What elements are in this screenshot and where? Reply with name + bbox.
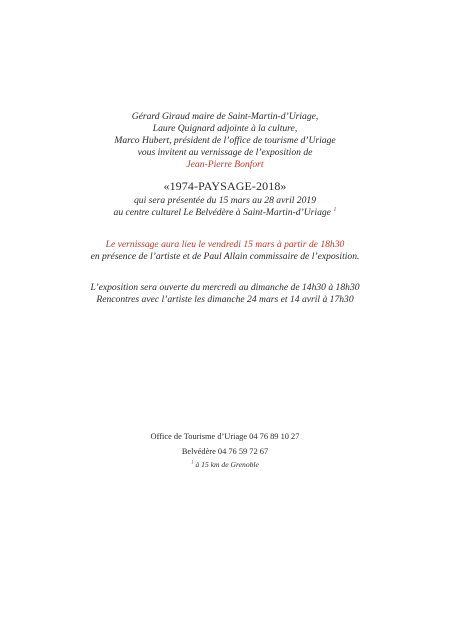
vernissage-line: Le vernissage aura lieu le vendredi 15 mars à partir de 18h30	[105, 239, 345, 250]
footnote-mark: 1	[191, 460, 194, 466]
venue-text: au centre culturel Le Belvédère à Saint-Martin-d’Uriage	[113, 207, 331, 218]
host-line-tourism: Marco Hubert, président de l’office de tourisme d’Uriage	[114, 135, 336, 146]
opening-hours-line: L’exposition sera ouverte du mercredi au dimanche de 14h30 à 18h30	[90, 282, 360, 293]
footnote	[0, 461, 450, 469]
venue-line	[0, 205, 450, 218]
host-line-culture: Laure Quignard adjointe à la culture,	[152, 123, 298, 134]
dates-line: qui sera présentée du 15 mars au 28 avril 2019	[133, 195, 316, 206]
presence-line: en présence de l’artiste et de Paul Allain commissaire de l’exposition.	[90, 251, 360, 262]
meetings-line: Rencontres avec l’artiste les dimanche 24 mars et 14 avril à 17h30	[96, 294, 354, 305]
tourism-office-contact: Office de Tourisme d’Uriage 04 76 89 10 27	[150, 432, 300, 441]
venue-footnote-mark: 1	[333, 205, 337, 213]
host-line-mayor: Gérard Giraud maire de Saint-Martin-d’Uriage,	[131, 111, 319, 122]
footnote-text: à 15 km de Grenoble	[195, 460, 259, 469]
belvedere-contact: Belvédère 04 76 59 72 67	[181, 447, 269, 456]
artist-name: Jean-Pierre Bonfort	[186, 159, 264, 170]
exhibition-title: «1974-PAYSAGE-2018»	[163, 179, 287, 193]
invite-line: vous invitent au vernissage de l’exposition de	[137, 147, 313, 158]
